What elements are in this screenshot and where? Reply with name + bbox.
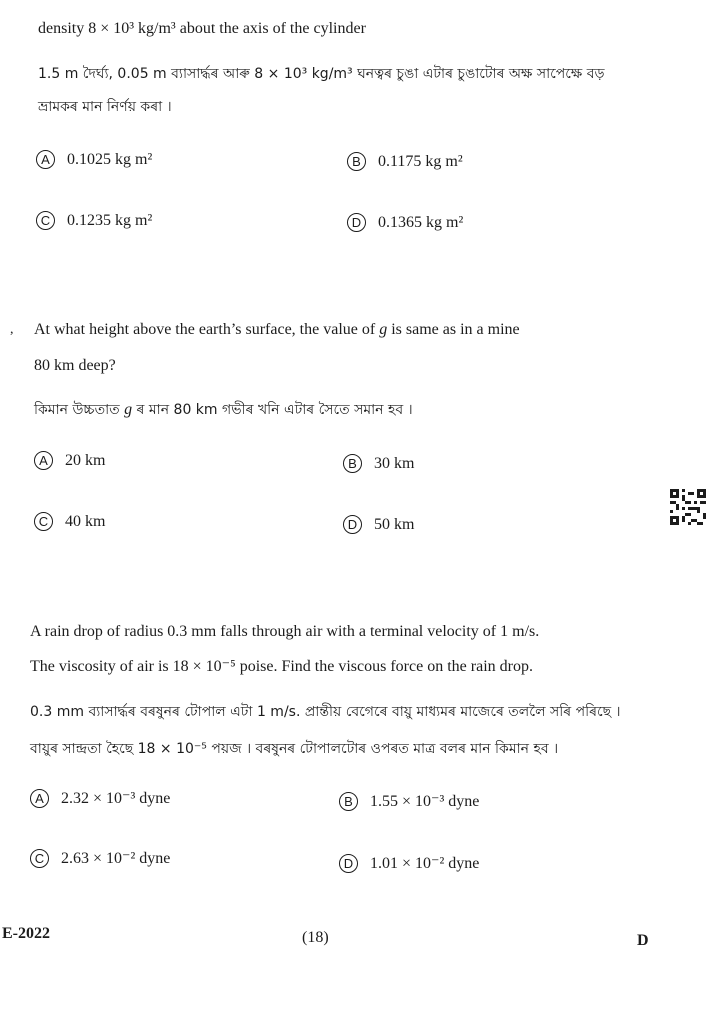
option-letter-circle: D: [339, 854, 358, 873]
q1-option-a[interactable]: [36, 150, 152, 169]
option-letter-circle: C: [36, 211, 55, 230]
option-text: 0.1175 kg m²: [378, 152, 463, 170]
option-letter-circle: B: [343, 454, 362, 473]
qr-code-icon: [670, 489, 706, 525]
option-text: 30 km: [374, 454, 415, 472]
q3-option-b[interactable]: [339, 791, 479, 811]
option-letter-circle: D: [347, 213, 366, 232]
q2-english-line-1: [34, 320, 520, 340]
option-letter-circle: B: [339, 792, 358, 811]
q2-text-post: is same as in a mine: [387, 321, 520, 338]
q2-bn-var-g: g: [124, 401, 133, 418]
q3-assamese-line-2: বায়ুৰ সান্দ্ৰতা হৈছে 18 × 10⁻⁵ পয়জ । বৰষুনৰ টোপালটোৰ ওপৰত মাত্ৰ বলৰ মান কিমান হব ।: [30, 741, 559, 757]
option-letter-circle: B: [347, 152, 366, 171]
q1-option-c[interactable]: [36, 211, 152, 230]
q2-english-line-2: 80 km deep?: [34, 357, 116, 374]
page-number: (18): [302, 929, 329, 946]
option-text: 1.01 × 10⁻² dyne: [370, 855, 480, 872]
q1-option-d[interactable]: [347, 213, 463, 232]
q2-option-b[interactable]: [343, 454, 414, 473]
q3-assamese-line-1: 0.3 mm ব্যাসাৰ্দ্ধৰ বৰষুনৰ টোপাল এটা 1 m/s. প্ৰান্তীয় বেগেৰে বায়ু মাধ্যমৰ মাজেৰে তললৈ সৰি পৰিছে ।: [30, 704, 621, 720]
option-letter-circle: C: [30, 849, 49, 868]
exam-code: E-2022: [2, 925, 50, 942]
option-letter-circle: A: [36, 150, 55, 169]
option-letter-circle: C: [34, 512, 53, 531]
q3-option-d[interactable]: [339, 853, 479, 873]
option-letter-circle: A: [30, 789, 49, 808]
option-text: 1.55 × 10⁻³ dyne: [370, 793, 480, 810]
q2-bn-pre: কিমান উচ্চতাত: [34, 402, 125, 418]
set-letter: D: [637, 932, 649, 949]
q1-assamese-line-2: ভ্ৰামকৰ মান নিৰ্ণয় কৰা ।: [38, 99, 172, 115]
q3-english-line-2: The viscosity of air is 18 × 10⁻⁵ poise. Find the viscous force on the rain drop.: [30, 658, 533, 675]
q2-text-pre: At what height above the earth’s surface, the value of: [34, 321, 380, 338]
q1-option-b[interactable]: [347, 152, 463, 171]
option-text: 40 km: [65, 512, 106, 530]
option-text: 0.1025 kg m²: [67, 150, 153, 168]
q1-english-line: density 8 × 10³ kg/m³ about the axis of the cylinder: [38, 20, 366, 37]
option-text: 0.1365 kg m²: [378, 213, 464, 231]
q3-english-line-1: A rain drop of radius 0.3 mm falls through air with a terminal velocity of 1 m/s.: [30, 623, 540, 640]
q3-option-a[interactable]: [30, 788, 170, 808]
option-letter-circle: A: [34, 451, 53, 470]
q2-option-d[interactable]: [343, 515, 414, 534]
option-text: 50 km: [374, 515, 415, 533]
q2-option-a[interactable]: [34, 451, 105, 470]
q3-option-c[interactable]: [30, 848, 170, 868]
option-text: 2.63 × 10⁻² dyne: [61, 850, 171, 867]
q2-var-g: g: [379, 321, 388, 338]
q2-bn-post: ৰ মান 80 km গভীৰ খনি এটাৰ সৈতে সমান হব ।: [132, 402, 413, 418]
q2-assamese-line: [34, 400, 413, 420]
option-letter-circle: D: [343, 515, 362, 534]
q2-option-c[interactable]: [34, 512, 105, 531]
margin-mark: ,: [10, 322, 14, 337]
option-text: 20 km: [65, 451, 106, 469]
q1-assamese-line-1: 1.5 m দৈৰ্ঘ্য, 0.05 m ব্যাসাৰ্দ্ধৰ আৰু 8 × 10³ kg/m³ ঘনত্বৰ চুঙা এটাৰ চুঙাটোৰ অক্ষ সাপেক্ষে বড়: [38, 66, 605, 82]
option-text: 2.32 × 10⁻³ dyne: [61, 790, 171, 807]
option-text: 0.1235 kg m²: [67, 211, 153, 229]
